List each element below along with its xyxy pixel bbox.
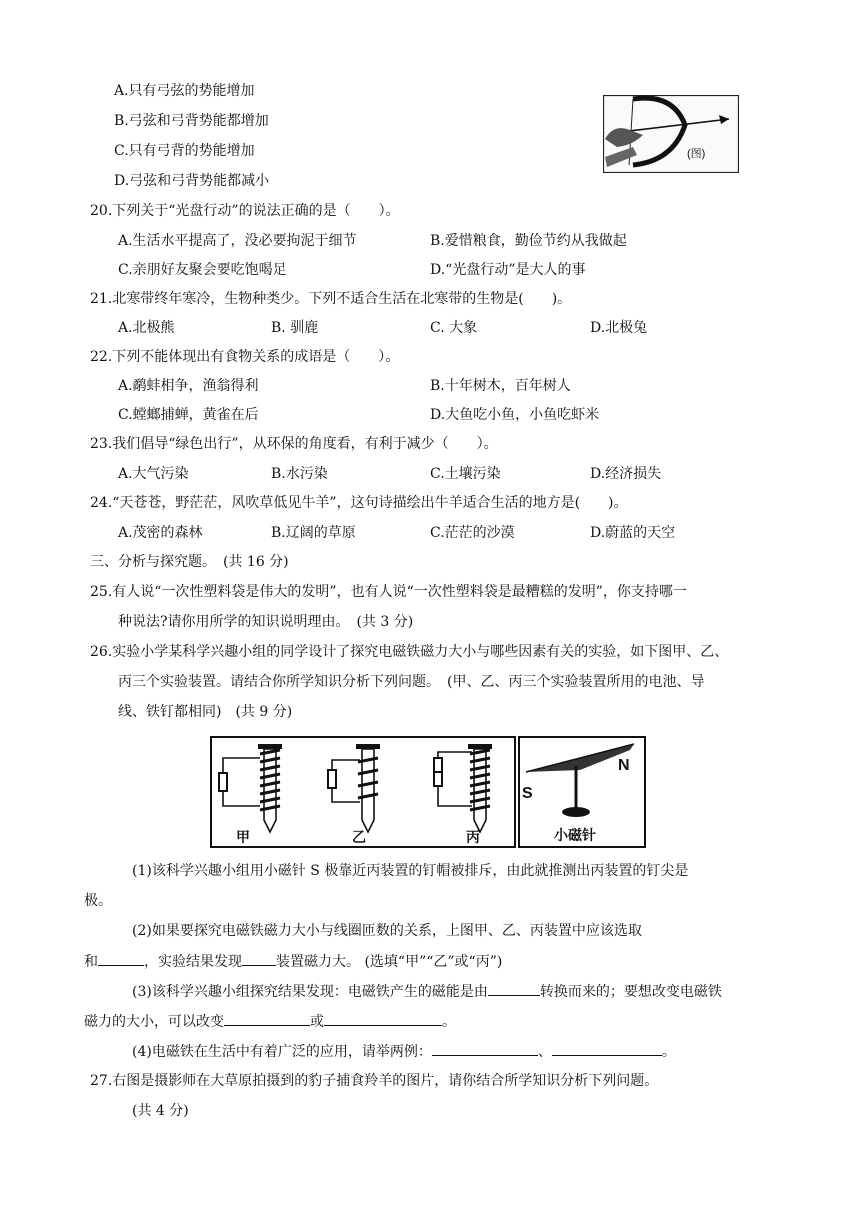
- answer-blank[interactable]: [224, 1011, 310, 1026]
- q20-option-c: C.亲朋好友聚会要吃饱喝足: [118, 262, 287, 278]
- q23-option-c: C.土壤污染: [430, 466, 501, 482]
- q21-stem: 21.北寒带终年寒冷，生物种类少。下列不适合生活在北寒带的生物是( )。: [90, 291, 572, 307]
- q26-part-2-text-a: 和: [84, 954, 98, 970]
- device-label-yi: 乙: [352, 830, 366, 846]
- q21-option-a: A.北极熊: [118, 320, 175, 336]
- q26-part-4: [132, 1041, 676, 1062]
- q26-part-3-text-d: 或: [310, 1014, 324, 1030]
- q23-stem: 23.我们倡导“绿色出行”，从环保的角度看，有利于减少（ ）。: [90, 436, 498, 452]
- bow-figure: [603, 95, 739, 173]
- q26-line-1: 26.实验小学某科学兴趣小组的同学设计了探究电磁铁磁力大小与哪些因素有关的实验，如下图甲、乙、: [90, 644, 729, 660]
- device-label-jia: 甲: [236, 830, 250, 846]
- q26-part-4-text-a: (4)电磁铁在生活中有着广泛的应用，请举两例：: [132, 1044, 432, 1060]
- q20-option-b: B.爱惜粮食，勤俭节约从我做起: [430, 233, 627, 249]
- q19-option-c: C.只有弓背的势能增加: [114, 143, 255, 159]
- q26-part-2-text-b: ，实验结果发现: [144, 954, 242, 970]
- q27-line-1: 27.右图是摄影师在大草原拍摄到的豹子捕食羚羊的图片，请你结合所学知识分析下列问题。: [90, 1073, 659, 1089]
- q26-part-2-line-1: (2)如果要探究电磁铁磁力大小与线圈匝数的关系，上图甲、乙、丙装置中应该选取: [132, 923, 642, 939]
- answer-blank[interactable]: [98, 951, 144, 966]
- q26-part-3-text-b: 转换而来的；要想改变电磁铁: [539, 984, 722, 1000]
- q20-option-d: D.“光盘行动”是大人的事: [430, 262, 586, 278]
- answer-blank[interactable]: [324, 1011, 442, 1026]
- pole-n: N: [618, 757, 630, 774]
- answer-blank[interactable]: [242, 951, 276, 966]
- q22-option-a: A.鹬蚌相争，渔翁得利: [118, 378, 259, 394]
- device-label-bing: 丙: [466, 830, 480, 846]
- q26-part-4-text-c: 。: [661, 1044, 676, 1060]
- bow-figure-label: (图): [687, 148, 706, 160]
- q26-part-3-text-c: 磁力的大小，可以改变: [84, 1014, 224, 1030]
- q26-part-3-text-e: 。: [442, 1014, 456, 1030]
- q24-option-a: A.茂密的森林: [118, 525, 203, 541]
- q22-option-c: C.螳螂捕蝉，黄雀在后: [118, 407, 259, 423]
- q23-option-b: B.水污染: [271, 466, 328, 482]
- q22-option-b: B.十年树木，百年树人: [430, 378, 571, 394]
- q19-option-b: B.弓弦和弓背势能都增加: [114, 113, 269, 129]
- q21-option-d: D.北极兔: [590, 320, 648, 336]
- answer-blank[interactable]: [432, 1041, 538, 1056]
- answer-blank[interactable]: [552, 1041, 662, 1056]
- q27-line-2: (共 4 分): [132, 1103, 189, 1119]
- section-3-heading: 三、分析与探究题。 (共 16 分): [90, 554, 289, 570]
- q24-option-c: C.茫茫的沙漠: [430, 525, 515, 541]
- pole-s: S: [522, 785, 533, 802]
- q23-option-d: D.经济损失: [590, 466, 662, 482]
- q26-part-4-text-b: 、: [537, 1044, 552, 1060]
- q20-stem: 20.下列关于“光盘行动”的说法正确的是（ ）。: [90, 203, 400, 219]
- q24-option-b: B.辽阔的草原: [271, 525, 356, 541]
- q20-option-a: A.生活水平提高了，没必要拘泥于细节: [118, 233, 357, 249]
- q26-part-1-line-1: (1)该科学兴趣小组用小磁针 S 极靠近丙装置的钉帽被排斥，由此就推测出丙装置的钉尖是: [132, 863, 689, 879]
- q26-part-2-line-2: [84, 951, 502, 972]
- q22-stem: 22.下列不能体现出有食物关系的成语是（ ）。: [90, 349, 400, 365]
- q22-option-d: D.大鱼吃小鱼，小鱼吃虾米: [430, 407, 600, 423]
- q25-line-1: 25.有人说“一次性塑料袋是伟大的发明”，也有人说“一次性塑料袋是最糟糕的发明”，你支持哪一: [90, 584, 687, 600]
- compass-label: 小磁针: [554, 828, 596, 844]
- q19-option-d: D.弓弦和弓背势能都减小: [114, 173, 270, 189]
- answer-blank[interactable]: [488, 981, 540, 996]
- q21-option-b: B. 驯鹿: [271, 320, 319, 336]
- q26-line-2: 丙三个实验装置。请结合你所学知识分析下列问题。 (甲、乙、丙三个实验装置所用的电池、导: [118, 674, 705, 690]
- q26-part-3-line-1: [132, 981, 722, 1002]
- q26-line-3: 线、铁钉都相同) (共 9 分): [118, 704, 293, 720]
- q21-option-c: C. 大象: [430, 320, 478, 336]
- q23-option-a: A.大气污染: [118, 466, 189, 482]
- q24-stem: 24.“天苍苍，野茫茫，风吹草低见牛羊”，这句诗描绘出牛羊适合生活的地方是( )。: [90, 495, 628, 511]
- q25-line-2: 种说法?请你用所学的知识说明理由。 (共 3 分): [118, 614, 414, 630]
- q26-part-2-text-c: 装置磁力大。 (选填“甲”“乙”或“丙”): [276, 954, 503, 970]
- q19-option-a: A.只有弓弦的势能增加: [114, 83, 255, 99]
- q26-part-1-line-2: 极。: [84, 893, 112, 909]
- electromagnet-figure: [210, 736, 646, 848]
- q26-part-3-text-a: (3)该科学兴趣小组探究结果发现：电磁铁产生的磁能是由: [132, 984, 488, 1000]
- q24-option-d: D.蔚蓝的天空: [590, 525, 676, 541]
- q26-part-3-line-2: [84, 1011, 456, 1032]
